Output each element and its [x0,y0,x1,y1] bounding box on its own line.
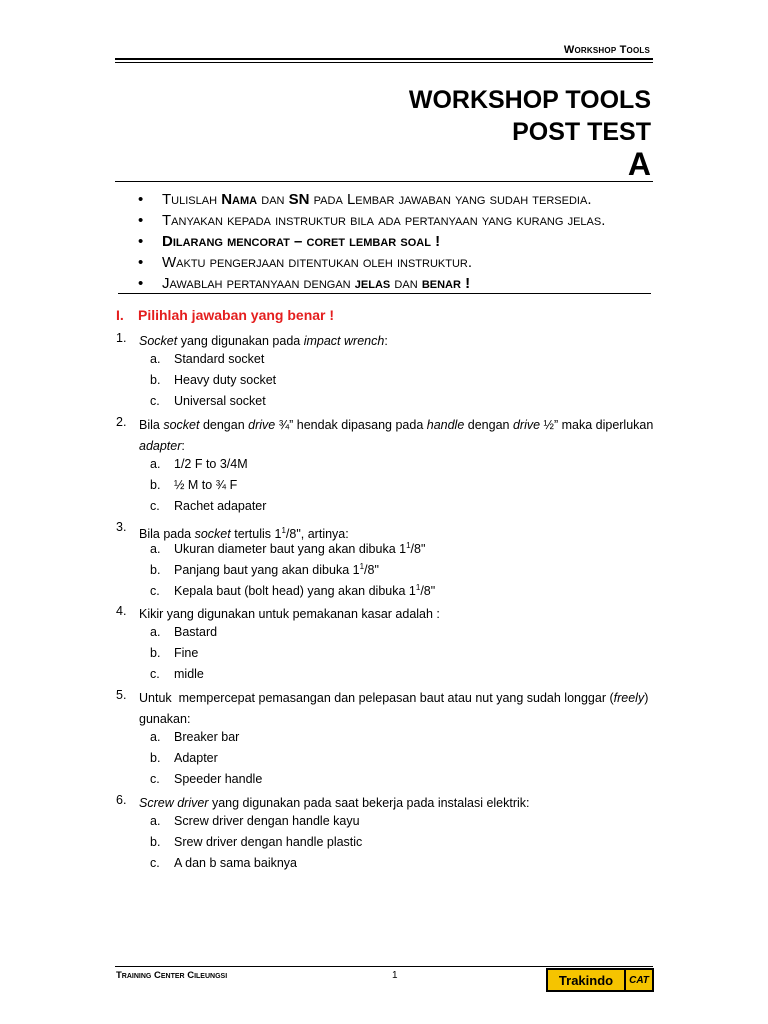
header-rule [115,58,653,60]
answer-option [150,814,360,828]
answer-option [150,835,362,849]
option-letter: a. [150,457,161,471]
bullet-icon: • [138,275,144,292]
section-title: Pilihlah jawaban yang benar ! [138,307,335,323]
option-letter: a. [150,352,161,366]
option-text: 1/2 F to 3/4M [174,457,248,471]
answer-option [150,646,198,660]
option-letter: b. [150,646,161,660]
page-number: 1 [392,970,398,981]
option-text: Adapter [174,751,218,765]
instructions-list [138,189,658,294]
answer-option [150,625,217,639]
answer-option [150,751,218,765]
instruction-item: • Tanyakan kepada instruktur bila ada pertanyaan yang kurang jelas. [138,212,606,229]
answer-option [150,457,248,471]
option-letter: b. [150,835,161,849]
question-text: Socket yang digunakan pada impact wrench: [139,334,388,348]
dashed-divider [118,293,651,294]
option-letter: c. [150,584,160,599]
question-number: 3. [116,520,127,534]
option-text: Screw driver dengan handle kayu [174,814,360,828]
answer-option [150,583,435,598]
header-rule-thin [115,62,653,63]
question-text: Bila pada socket tertulis $1^1/8$", artinya: [139,526,349,542]
option-letter: a. [150,730,161,744]
bullet-icon: • [138,212,144,229]
option-text: Bastard [174,625,218,639]
option-letter: a. [150,625,161,639]
answer-option [150,856,297,870]
question-number: 1. [116,331,127,345]
answer-option [150,772,262,786]
option-text: Srew driver dengan handle plastic [174,835,363,849]
option-text: midle [174,667,204,681]
option-letter: c. [150,394,160,408]
instruction-item: • Jawablah pertanyaan dengan jelas dan benar ! [138,275,471,292]
answer-option [150,373,276,387]
option-text: Ukuran diameter baut yang akan dibuka $1^1/8$" [174,541,426,557]
instruction-item: • Tulislah Nama dan SN pada Lembar jawaban yang sudah tersedia. [138,191,592,208]
option-text: A dan b sama baiknya [174,856,297,870]
option-letter: b. [150,478,161,492]
option-letter: b. [150,373,161,387]
question-number: 4. [116,604,127,618]
option-text: Heavy duty socket [174,373,277,387]
title-rule [115,181,653,182]
cat-mark: CAT [626,970,652,990]
option-text: Speeder handle [174,772,263,786]
option-letter: c. [150,856,160,870]
answer-option [150,394,266,408]
logo-text: Trakindo [548,970,624,990]
title-line-2: POST TEST [512,118,651,146]
bullet-icon: • [138,233,144,250]
running-header: Workshop Tools [563,44,650,56]
answer-option [150,541,425,556]
option-letter: c. [150,667,160,681]
answer-option [150,352,264,366]
question-text: Kikir yang digunakan untuk pemakanan kasar adalah : [139,607,440,621]
question-number: 5. [116,688,127,702]
section-heading [116,307,334,323]
question-text: Bila socket dengan drive ¾” hendak dipasang pada handle dengan drive ½” maka diperlukan adapter: [139,418,654,453]
answer-option [150,667,204,681]
answer-option [150,562,379,577]
section-number: I. [116,307,124,323]
title-line-3: A [627,146,651,182]
option-text: Panjang baut yang akan dibuka $1^1/8$" [174,562,379,578]
option-text: Universal socket [174,394,266,408]
option-text: Rachet adapater [174,499,267,513]
answer-option [150,499,266,513]
option-letter: a. [150,542,161,557]
bullet-icon: • [138,191,144,208]
question-number: 2. [116,415,127,429]
instruction-item: • Dilarang mencorat – coret lembar soal ! [138,233,441,250]
option-text: Breaker bar [174,730,240,744]
option-text: Kepala baut (bolt head) yang akan dibuka $1^1/8$" [174,583,436,599]
option-text: ½ M to ¾ F [174,478,238,492]
footer-left: Training Center Cileungsi [116,970,228,981]
option-letter: a. [150,814,161,828]
option-text: Fine [174,646,199,660]
option-text: Standard socket [174,352,265,366]
footer-rule [115,966,653,967]
question-number: 6. [116,793,127,807]
option-letter: c. [150,772,160,786]
title-line-1: WORKSHOP TOOLS [408,86,651,114]
trakindo-cat-logo [546,968,654,992]
question-text: Screw driver yang digunakan pada saat bekerja pada instalasi elektrik: [139,796,530,810]
option-letter: c. [150,499,160,513]
answer-option [150,478,237,492]
instruction-item: • Waktu pengerjaan ditentukan oleh instruktur. [138,254,473,271]
bullet-icon: • [138,254,144,271]
question-text: Untuk mempercepat pemasangan dan pelepasan baut atau nut yang sudah longgar (freely) gunakan: [139,691,649,726]
option-letter: b. [150,563,161,578]
option-letter: b. [150,751,161,765]
answer-option [150,730,239,744]
